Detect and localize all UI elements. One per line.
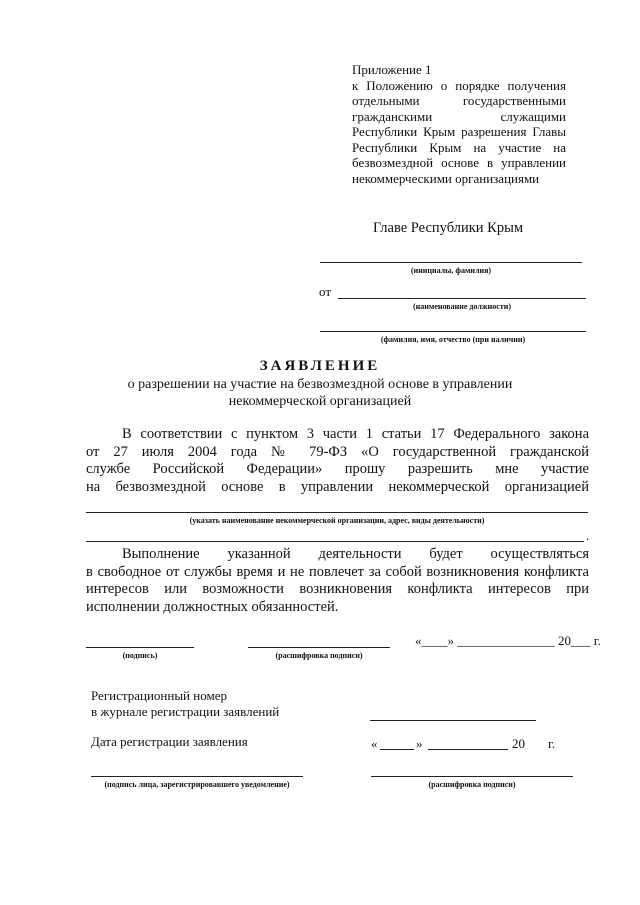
appendix-line: Приложение 1 bbox=[352, 62, 432, 77]
appendix-line: Республики Крым разрешения Главы bbox=[352, 124, 566, 139]
appendix-line: безвозмездной основе в управлении bbox=[352, 155, 566, 170]
request-paragraph bbox=[86, 426, 589, 496]
signature-decoding-caption: (расшифровка подписи) bbox=[275, 651, 363, 660]
registration-date-label: Дата регистрации заявления bbox=[91, 734, 248, 749]
subtitle-line: некоммерческой организацией bbox=[228, 394, 412, 409]
registration-date-year: 20 bbox=[512, 736, 525, 751]
paragraph-line: в свободное от службы время и не повлечет за собой возникновения конфликта bbox=[86, 563, 589, 580]
document-subtitle bbox=[0, 376, 640, 410]
signature-line[interactable] bbox=[86, 647, 194, 648]
initials-caption: (инициалы, фамилия) bbox=[410, 266, 492, 275]
position-line[interactable] bbox=[338, 298, 586, 299]
position-caption: (наименование должности) bbox=[413, 302, 511, 311]
registrar-signature-line[interactable] bbox=[91, 776, 303, 777]
appendix-line: гражданскими служащими bbox=[352, 108, 566, 124]
registrar-decoding-caption: (расшифровка подписи) bbox=[428, 780, 516, 789]
registration-month-line[interactable] bbox=[428, 749, 508, 750]
registration-day-line[interactable] bbox=[380, 749, 414, 750]
registration-date-close-quote: » bbox=[416, 736, 423, 751]
organization-line[interactable] bbox=[86, 512, 588, 513]
document-title: ЗАЯВЛЕНИЕ bbox=[259, 358, 381, 374]
paragraph-line: на безвозмездной основе в управлении некоммерческой организацией bbox=[86, 478, 589, 495]
paragraph-line: от 27 июля 2004 года № 79-ФЗ «О государственной гражданской bbox=[86, 443, 589, 460]
registrar-signature-caption: (подпись лица, зарегистрировавшего уведомление) bbox=[104, 780, 290, 789]
registration-date-open-quote: « bbox=[371, 736, 378, 751]
addressee-title: Главе Республики Крым bbox=[373, 220, 523, 236]
registrar-decoding-line[interactable] bbox=[371, 776, 573, 777]
fullname-caption: (фамилия, имя, отчество (при наличии) bbox=[380, 335, 526, 344]
paragraph-line: интересов или возможности возникновения конфликта интересов при bbox=[86, 581, 589, 597]
organization-caption: (указать наименование некоммерческой организации, адрес, виды деятельности) bbox=[189, 516, 485, 525]
appendix-line: отдельными государственными bbox=[352, 93, 566, 108]
initials-line[interactable] bbox=[320, 262, 582, 263]
appendix-line: к Положению о порядке получения bbox=[352, 77, 566, 93]
paragraph-line: службе Российской Федерации» прошу разрешить мне участие bbox=[86, 461, 589, 477]
registration-date-suffix: г. bbox=[548, 736, 556, 751]
statement-paragraph bbox=[86, 546, 589, 616]
line-end-dot: . bbox=[586, 528, 590, 543]
subtitle-line: о разрешении на участие на безвозмездной основе в управлении bbox=[127, 377, 513, 392]
paragraph-line: исполнении должностных обязанностей. bbox=[86, 598, 339, 615]
signature-decoding-line[interactable] bbox=[248, 647, 390, 648]
appendix-line: некоммерческими организациями bbox=[352, 170, 540, 186]
fullname-line[interactable] bbox=[320, 331, 586, 332]
signature-date-field[interactable]: «____» _______________ 20___ г. bbox=[415, 633, 601, 648]
registration-number-label-2: в журнале регистрации заявлений bbox=[91, 704, 280, 719]
signature-caption: (подпись) bbox=[122, 651, 158, 660]
organization-line-2[interactable] bbox=[86, 541, 584, 542]
appendix-header bbox=[352, 62, 566, 186]
registration-number-label: Регистрационный номер bbox=[91, 688, 227, 703]
paragraph-line: Выполнение указанной деятельности будет осуществляться bbox=[122, 546, 589, 562]
from-label: от bbox=[319, 284, 332, 299]
appendix-line: Республики Крым на участие на bbox=[352, 139, 566, 155]
registration-number-line[interactable] bbox=[370, 720, 536, 721]
paragraph-line: В соответствии с пунктом 3 части 1 статьи 17 Федерального закона bbox=[122, 426, 589, 442]
